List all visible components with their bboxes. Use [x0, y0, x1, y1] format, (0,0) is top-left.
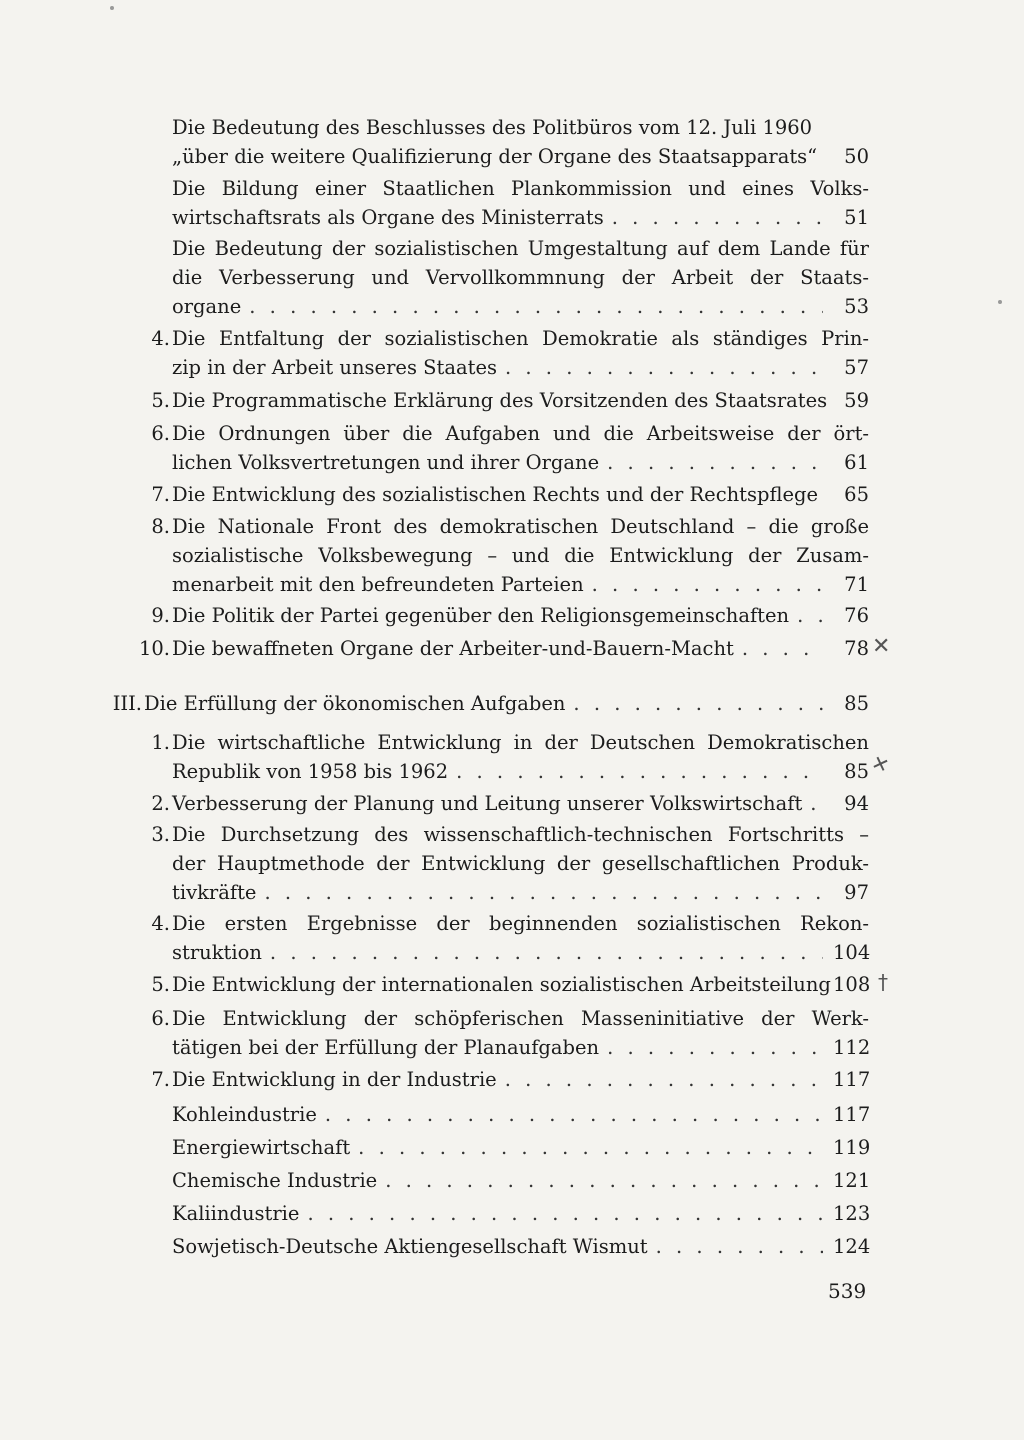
- toc-item-number: 4.: [151, 912, 170, 935]
- toc-page-number: 94: [844, 792, 869, 815]
- toc-line: Die Bildung einer Staatlichen Plankommission und eines Volks-: [172, 177, 869, 200]
- toc-entry: [151, 419, 869, 477]
- toc-page-number: 65: [844, 483, 869, 506]
- toc-page-number: 53: [844, 295, 869, 318]
- toc-item-number: 8.: [151, 515, 170, 538]
- toc-subentry: [172, 1232, 869, 1261]
- toc-item-number: 5.: [151, 389, 170, 412]
- toc-line: Die Politik der Partei gegenüber den Religionsgemeinschaften: [172, 604, 790, 627]
- dot-leader: [307, 1199, 823, 1228]
- dot-leader: [573, 689, 823, 718]
- dot-leader: [505, 1065, 823, 1094]
- toc-page-number: 50: [844, 145, 869, 168]
- toc-page-number: 85: [844, 692, 869, 715]
- dot-leader: [607, 1033, 823, 1062]
- page-number: 539: [828, 1279, 867, 1303]
- toc-entry: [172, 234, 869, 321]
- toc-page-number: 57: [844, 356, 869, 379]
- dot-leader: [656, 1232, 823, 1261]
- pencil-x-mark-icon: ✕: [872, 634, 891, 659]
- toc-line: Kohleindustrie: [172, 1103, 317, 1126]
- toc-line: wirtschaftsrats als Organe des Ministerrats: [172, 206, 604, 229]
- dot-leader: [358, 1133, 823, 1162]
- toc-line: Sowjetisch-Deutsche Aktiengesellschaft Wismut: [172, 1235, 648, 1258]
- toc-item-number: 7.: [151, 483, 170, 506]
- toc-entry: [151, 480, 869, 509]
- toc-section-entry: [112, 689, 869, 718]
- toc-page-number: 124: [833, 1235, 871, 1258]
- toc-page-number: 97: [844, 881, 869, 904]
- toc-entry: [151, 601, 869, 630]
- dot-leader: [607, 448, 823, 477]
- toc-line: Die Erfüllung der ökonomischen Aufgaben: [144, 692, 566, 715]
- toc-line: tivkräfte: [172, 881, 257, 904]
- toc-line: Die ersten Ergebnisse der beginnenden sozialistischen Rekon-: [172, 912, 869, 935]
- toc-line: Die Entwicklung des sozialistischen Rechts und der Rechtspflege: [172, 483, 819, 506]
- toc-entry: [151, 1065, 871, 1094]
- toc-line: Verbesserung der Planung und Leitung unserer Volkswirtschaft: [172, 792, 803, 815]
- toc-line: Die Durchsetzung des wissenschaftlich-technischen Fortschritts –: [172, 823, 869, 846]
- toc-page-number: 119: [833, 1136, 871, 1159]
- toc-item-number: 4.: [151, 327, 170, 350]
- toc-page-number: 76: [844, 604, 869, 627]
- toc-entry: [151, 1004, 871, 1062]
- toc-item-number: 7.: [151, 1068, 170, 1091]
- toc-line: zip in der Arbeit unseres Staates: [172, 356, 497, 379]
- toc-entry: [151, 386, 869, 415]
- toc-item-number: 5.: [151, 973, 170, 996]
- toc-line: Die Nationale Front des demokratischen Deutschland – die große: [172, 515, 869, 538]
- toc-entry: [151, 820, 869, 907]
- pencil-tick-mark-icon: †: [878, 970, 888, 994]
- toc-item-number: 3.: [151, 823, 170, 846]
- scan-speck: [998, 300, 1002, 304]
- toc-line: Chemische Industrie: [172, 1169, 378, 1192]
- toc-subentry: [172, 1199, 869, 1228]
- toc-line: „über die weitere Qualifizierung der Organe des Staatsapparats“: [172, 145, 818, 168]
- toc-line: Die Entwicklung der schöpferischen Masseninitiative der Werk-: [172, 1007, 869, 1030]
- toc-subentry: [172, 1166, 869, 1195]
- toc-page-number: 117: [833, 1103, 871, 1126]
- toc-entry: [138, 634, 869, 663]
- toc-line: die Verbesserung und Vervollkommnung der Arbeit der Staats-: [172, 266, 869, 289]
- dot-leader: [612, 203, 823, 232]
- toc-line: Republik von 1958 bis 1962: [172, 760, 449, 783]
- toc-entry: [151, 324, 869, 382]
- toc-page-number: 104: [833, 941, 871, 964]
- toc-item-number: 9.: [151, 604, 170, 627]
- toc-line: Kaliindustrie: [172, 1202, 300, 1225]
- toc-line: Die Ordnungen über die Aufgaben und die Arbeitsweise der ört-: [172, 422, 869, 445]
- toc-line: Die Bedeutung des Beschlusses des Politbüros vom 12. Juli 1960: [172, 116, 813, 139]
- scan-speck: [110, 6, 114, 10]
- toc-page-number: 71: [844, 573, 869, 596]
- toc-page-number: 78: [844, 637, 869, 660]
- toc-item-number: 6.: [151, 422, 170, 445]
- toc-page-number: 108: [833, 973, 871, 996]
- toc-section-number: III.: [112, 692, 142, 715]
- dot-leader: [742, 634, 823, 663]
- toc-page-number: 123: [833, 1202, 871, 1225]
- toc-line: der Hauptmethode der Entwicklung der gesellschaftlichen Produk-: [172, 852, 869, 875]
- dot-leader: [385, 1166, 823, 1195]
- pencil-tick-mark-icon: ✕: [868, 749, 893, 779]
- toc-line: struktion: [172, 941, 262, 964]
- dot-leader: [264, 878, 823, 907]
- toc-line: lichen Volksvertretungen und ihrer Organe: [172, 451, 600, 474]
- toc-line: menarbeit mit den befreundeten Parteien: [172, 573, 584, 596]
- toc-item-number: 6.: [151, 1007, 170, 1030]
- dot-leader: [456, 757, 823, 786]
- toc-line: organe: [172, 295, 242, 318]
- toc-line: sozialistische Volksbewegung – und die Entwicklung der Zusam-: [172, 544, 869, 567]
- toc-entry: [172, 113, 869, 171]
- toc-entry: [172, 174, 869, 232]
- toc-entry: [151, 512, 869, 599]
- toc-page-number: 112: [833, 1036, 871, 1059]
- toc-item-number: 2.: [151, 792, 170, 815]
- dot-leader: [270, 938, 823, 967]
- dot-leader: [592, 570, 823, 599]
- toc-line: Die Entwicklung der internationalen sozialistischen Arbeitsteilung: [172, 973, 831, 996]
- toc-line: Die Programmatische Erklärung des Vorsitzenden des Staatsrates: [172, 389, 828, 412]
- toc-line: Energiewirtschaft: [172, 1136, 351, 1159]
- toc-item-number: 10.: [138, 637, 170, 660]
- toc-page-number: 61: [844, 451, 869, 474]
- toc-subentry: [172, 1133, 869, 1162]
- toc-entry: [151, 909, 871, 967]
- toc-line: Die Entfaltung der sozialistischen Demokratie als ständiges Prin-: [172, 327, 869, 350]
- toc-line: Die Entwicklung in der Industrie: [172, 1068, 497, 1091]
- dot-leader: [810, 789, 823, 818]
- toc-page-number: 51: [844, 206, 869, 229]
- toc-item-number: 1.: [151, 731, 170, 754]
- dot-leader: [249, 292, 823, 321]
- toc-entry: [151, 970, 871, 999]
- toc-line: Die bewaffneten Organe der Arbeiter-und-Bauern-Macht: [172, 637, 734, 660]
- toc-page-number: 117: [833, 1068, 871, 1091]
- dot-leader: [797, 601, 823, 630]
- toc-line: Die Bedeutung der sozialistischen Umgestaltung auf dem Lande für: [172, 237, 869, 260]
- toc-page-number: 59: [844, 389, 869, 412]
- toc-line: tätigen bei der Erfüllung der Planaufgaben: [172, 1036, 600, 1059]
- toc-page-number: 85: [844, 760, 869, 783]
- toc-entry: [151, 728, 869, 786]
- toc-entry: [151, 789, 869, 818]
- toc-line: Die wirtschaftliche Entwicklung in der Deutschen Demokratischen: [172, 731, 869, 754]
- toc-subentry: [172, 1100, 869, 1129]
- dot-leader: [325, 1100, 823, 1129]
- toc-page-number: 121: [833, 1169, 871, 1192]
- dot-leader: [505, 353, 823, 382]
